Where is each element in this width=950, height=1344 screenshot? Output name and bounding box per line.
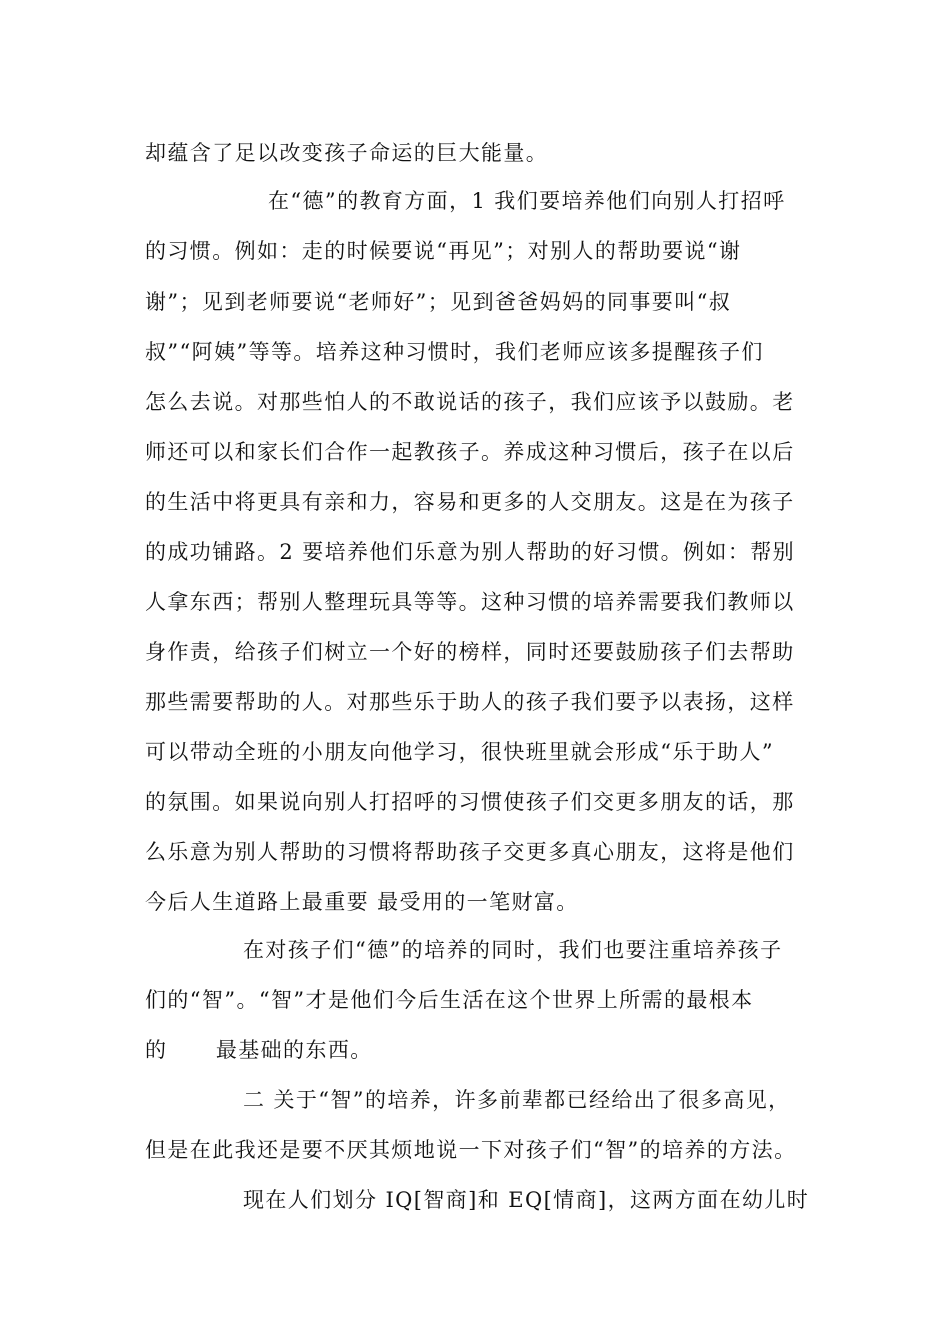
text-line-15: 么乐意为别人帮助的习惯将帮助孩子交更多真心朋友，这将是他们	[145, 840, 795, 864]
text-line-7: 师还可以和家长们合作一起教孩子。养成这种习惯后，孩子在以后	[145, 440, 795, 464]
text-line-22: 现在人们划分 IQ[智商]和 EQ[情商]，这两方面在幼儿时	[243, 1188, 810, 1212]
text-line-11: 身作责，给孩子们树立一个好的榜样，同时还要鼓励孩子们去帮助	[145, 640, 795, 664]
text-line-1: 却蕴含了足以改变孩子命运的巨大能量。	[145, 141, 549, 165]
text-line-2: 在“德”的教育方面，1 我们要培养他们向别人打招呼	[268, 189, 786, 213]
text-line-5: 叔”“阿姨”等等。培养这种习惯时，我们老师应该多提醒孩子们	[145, 340, 764, 364]
text-line-12: 那些需要帮助的人。对那些乐于助人的孩子我们要予以表扬，这样	[145, 690, 795, 714]
text-line-21: 但是在此我还是要不厌其烦地说一下对孩子们“智”的培养的方法。	[145, 1138, 797, 1162]
text-line-9: 的成功铺路。2 要培养他们乐意为别人帮助的好习惯。例如：帮别	[145, 540, 796, 564]
text-line-17: 在对孩子们“德”的培养的同时，我们也要注重培养孩子	[243, 938, 783, 962]
text-line-8: 的生活中将更具有亲和力，容易和更多的人交朋友。这是在为孩子	[145, 490, 795, 514]
text-line-19: 的 最基础的东西。	[145, 1038, 373, 1062]
text-line-6: 怎么去说。对那些怕人的不敢说话的孩子，我们应该予以鼓励。老	[145, 390, 795, 414]
text-line-20: 二 关于“智”的培养，许多前辈都已经给出了很多高见，	[243, 1088, 791, 1112]
text-line-3: 的习惯。例如：走的时候要说“再见”；对别人的帮助要说“谢	[145, 239, 742, 263]
text-line-10: 人拿东西；帮别人整理玩具等等。这种习惯的培养需要我们教师以	[145, 590, 795, 614]
text-line-4: 谢”；见到老师要说“老师好”；见到爸爸妈妈的同事要叫“叔	[145, 290, 732, 314]
text-line-13: 可以带动全班的小朋友向他学习，很快班里就会形成“乐于助人”	[145, 740, 775, 764]
text-line-14: 的氛围。如果说向别人打招呼的习惯使孩子们交更多朋友的话，那	[145, 790, 795, 814]
text-line-16: 今后人生道路上最重要 最受用的一笔财富。	[145, 890, 579, 914]
text-line-18: 们的“智”。“智”才是他们今后生活在这个世界上所需的最根本	[145, 988, 754, 1012]
